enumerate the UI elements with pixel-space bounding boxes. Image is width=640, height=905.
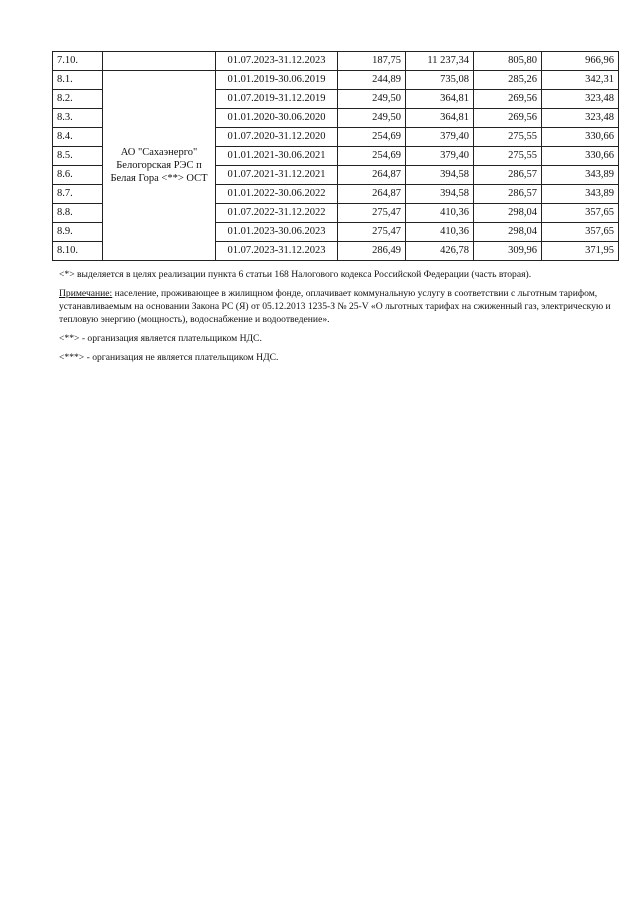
row-number: 8.9. (53, 223, 103, 242)
value-cell-4: 357,65 (542, 204, 619, 223)
value-cell-2: 735,08 (406, 71, 474, 90)
value-cell-4: 966,96 (542, 52, 619, 71)
value-cell-4: 323,48 (542, 109, 619, 128)
row-number: 8.3. (53, 109, 103, 128)
value-cell-1: 254,69 (338, 147, 406, 166)
footnote-vat-allocation: <*> выделяется в целях реализации пункта 6 статьи 168 Налогового кодекса Российской Федерации (часть вторая). (59, 269, 532, 280)
value-cell-3: 298,04 (474, 223, 542, 242)
period-cell: 01.07.2021-31.12.2021 (216, 166, 338, 185)
value-cell-1: 249,50 (338, 109, 406, 128)
value-cell-2: 426,78 (406, 242, 474, 261)
period-cell: 01.07.2023-31.12.2023 (216, 242, 338, 261)
period-cell: 01.07.2020-31.12.2020 (216, 128, 338, 147)
value-cell-4: 330,66 (542, 128, 619, 147)
value-cell-1: 275,47 (338, 204, 406, 223)
value-cell-2: 379,40 (406, 147, 474, 166)
period-cell: 01.01.2020-30.06.2020 (216, 109, 338, 128)
row-number: 8.4. (53, 128, 103, 147)
note-paragraph (59, 288, 619, 327)
period-cell: 01.07.2019-31.12.2019 (216, 90, 338, 109)
table-row (53, 71, 619, 90)
row-number: 8.5. (53, 147, 103, 166)
value-cell-1: 275,47 (338, 223, 406, 242)
value-cell-2: 394,58 (406, 185, 474, 204)
notes-section (59, 269, 619, 371)
period-cell: 01.01.2023-30.06.2023 (216, 223, 338, 242)
note-text: население, проживающее в жилищном фонде, оплачивает коммунальную услугу в соответствии с льготным тарифом, устанавливаемым на основании Закона РС (Я) от 05.12.2013 1235-З № 25-V «О льготных тарифах на сжиженный газ, электрическую и тепловую энергию (мощность), водоснабжение и водоотведение». (59, 287, 611, 325)
value-cell-1: 254,69 (338, 128, 406, 147)
row-number: 8.10. (53, 242, 103, 261)
footnote-not-vat-payer: <***> - организация не является плательщиком НДС. (59, 351, 279, 363)
row-number: 7.10. (53, 52, 103, 71)
period-cell: 01.01.2019-30.06.2019 (216, 71, 338, 90)
row-number: 8.2. (53, 90, 103, 109)
value-cell-3: 286,57 (474, 185, 542, 204)
value-cell-1: 264,87 (338, 185, 406, 204)
value-cell-4: 343,89 (542, 166, 619, 185)
value-cell-4: 330,66 (542, 147, 619, 166)
organization-cell: АО "Сахаэнерго" Белогорская РЭС п Белая Гора <**> ОСТ (103, 71, 216, 261)
value-cell-2: 364,81 (406, 109, 474, 128)
value-cell-3: 805,80 (474, 52, 542, 71)
value-cell-1: 286,49 (338, 242, 406, 261)
value-cell-4: 323,48 (542, 90, 619, 109)
value-cell-2: 379,40 (406, 128, 474, 147)
period-cell: 01.01.2022-30.06.2022 (216, 185, 338, 204)
value-cell-1: 264,87 (338, 166, 406, 185)
value-cell-1: 187,75 (338, 52, 406, 71)
value-cell-4: 342,31 (542, 71, 619, 90)
value-cell-1: 244,89 (338, 71, 406, 90)
period-cell: 01.07.2023-31.12.2023 (216, 52, 338, 71)
value-cell-4: 343,89 (542, 185, 619, 204)
footnote-vat-payer: <**> - организация является плательщиком НДС. (59, 332, 262, 344)
value-cell-3: 275,55 (474, 128, 542, 147)
value-cell-3: 275,55 (474, 147, 542, 166)
period-cell: 01.01.2021-30.06.2021 (216, 147, 338, 166)
tariff-table-body (53, 52, 619, 261)
value-cell-1: 249,50 (338, 90, 406, 109)
value-cell-4: 371,95 (542, 242, 619, 261)
value-cell-4: 357,65 (542, 223, 619, 242)
value-cell-3: 298,04 (474, 204, 542, 223)
note-label: Примечание: (59, 287, 113, 299)
value-cell-2: 394,58 (406, 166, 474, 185)
value-cell-3: 269,56 (474, 90, 542, 109)
organization-cell-empty (103, 52, 216, 71)
row-number: 8.8. (53, 204, 103, 223)
row-number: 8.7. (53, 185, 103, 204)
value-cell-2: 364,81 (406, 90, 474, 109)
value-cell-2: 11 237,34 (406, 52, 474, 71)
row-number: 8.1. (53, 71, 103, 90)
row-number: 8.6. (53, 166, 103, 185)
table-row (53, 52, 619, 71)
value-cell-3: 309,96 (474, 242, 542, 261)
period-cell: 01.07.2022-31.12.2022 (216, 204, 338, 223)
value-cell-3: 286,57 (474, 166, 542, 185)
value-cell-2: 410,36 (406, 223, 474, 242)
value-cell-3: 269,56 (474, 109, 542, 128)
tariff-table (52, 51, 619, 261)
value-cell-3: 285,26 (474, 71, 542, 90)
value-cell-2: 410,36 (406, 204, 474, 223)
